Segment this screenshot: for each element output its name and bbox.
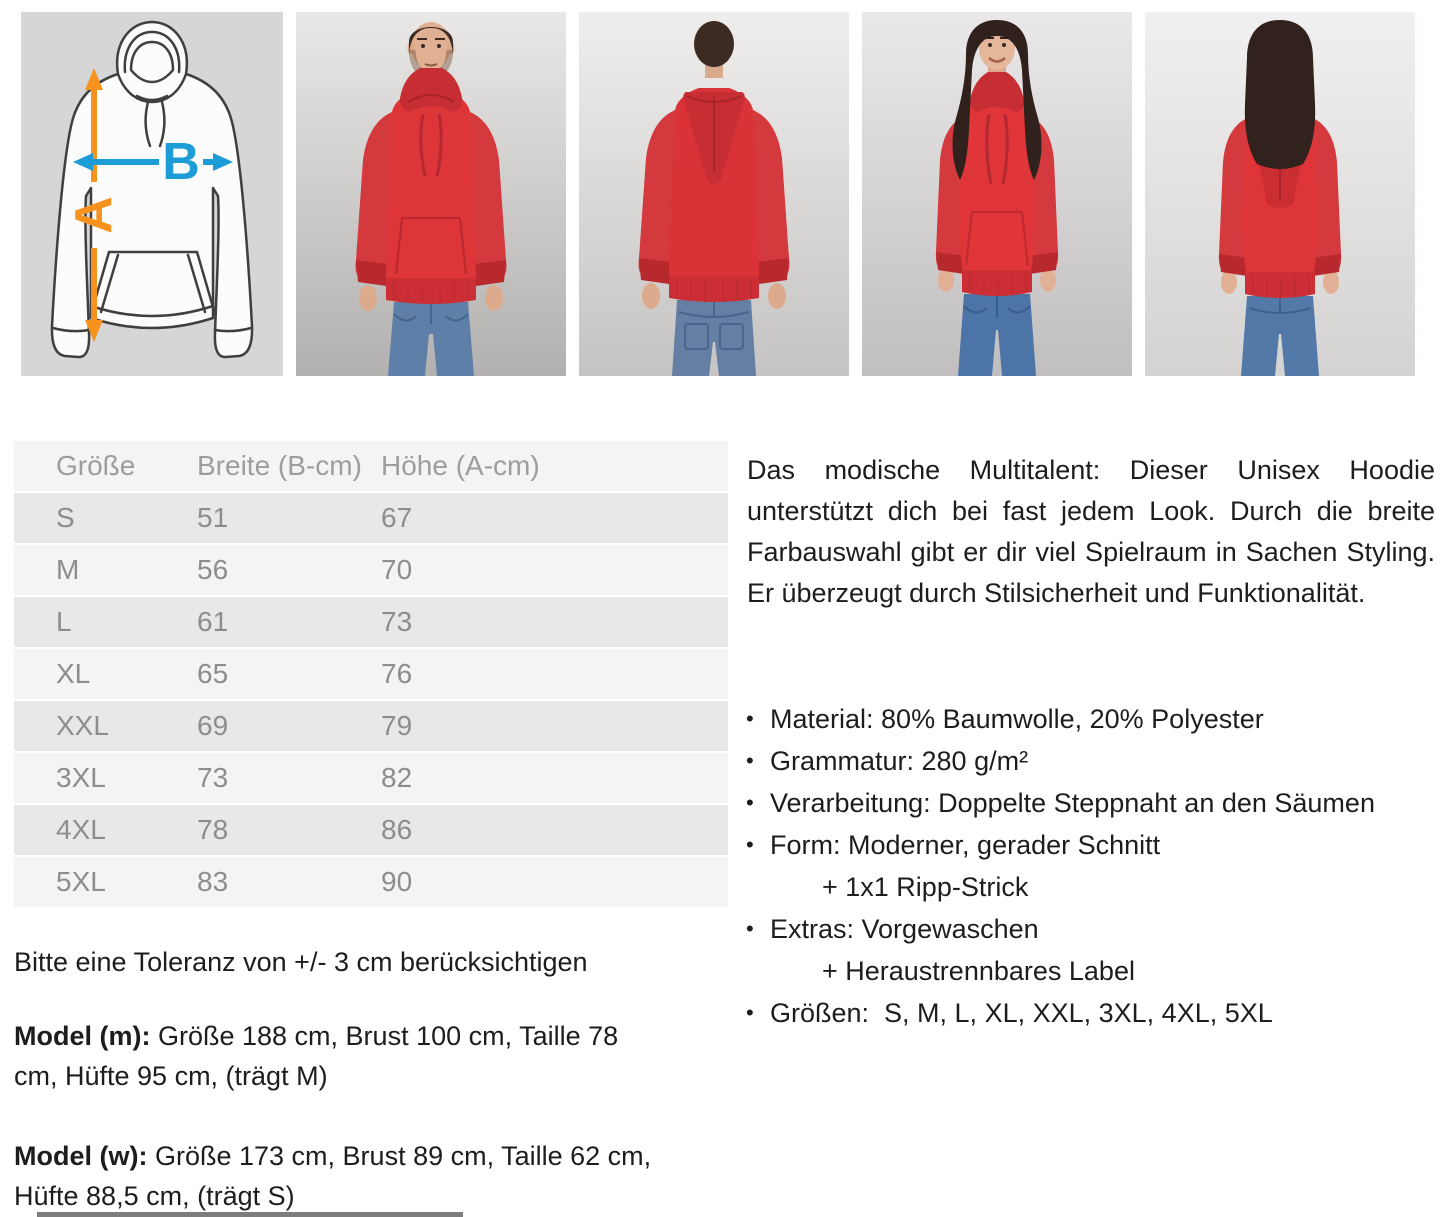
list-item: • Verarbeitung: Doppelte Steppnaht an den Säumen <box>746 782 1442 824</box>
table-row: L 61 73 <box>14 597 728 647</box>
list-item: • Grammatur: 280 g/m² <box>746 740 1442 782</box>
bullet-icon: • <box>746 748 754 773</box>
feature-list <box>746 698 1442 1034</box>
size-table-header <box>14 441 728 491</box>
hoodie-measurement-diagram <box>21 12 283 376</box>
photo-male-back <box>579 12 849 376</box>
table-row: XXL 69 79 <box>14 701 728 751</box>
model-w-note <box>14 1136 654 1216</box>
model-w-label: Model (w): <box>14 1141 148 1171</box>
label-b: B <box>162 133 200 191</box>
col-header-hoehe: Höhe (A-cm) <box>381 450 540 481</box>
table-row: 3XL 73 82 <box>14 753 728 803</box>
list-item: • Form: Moderner, gerader Schnitt <box>746 824 1442 866</box>
model-m-label: Model (m): <box>14 1021 151 1051</box>
product-image-row <box>21 12 1415 376</box>
tolerance-note: Bitte eine Toleranz von +/- 3 cm berücksichtigen <box>14 947 588 977</box>
model-m-text: Größe 188 cm, Brust 100 cm, Taille 78 cm, Hüfte 95 cm, (trägt M) <box>14 1021 619 1091</box>
bullet-icon: • <box>746 1000 754 1025</box>
cropped-next-section-edge <box>37 1212 463 1217</box>
table-row: XL 65 76 <box>14 649 728 699</box>
list-item: • Extras: Vorgewaschen <box>746 908 1442 950</box>
product-description: Das modische Multitalent: Dieser Unisex Hoodie unterstützt dich bei fast jedem Look. Durch die breite Farbauswahl gibt er dir viel Spielraum in Sachen Styling. Er überzeugt durch Stilsicherheit und Funktionalität. <box>747 455 1435 608</box>
label-a: A <box>65 196 123 234</box>
table-row: M 56 70 <box>14 545 728 595</box>
col-header-breite: Breite (B-cm) <box>197 450 362 481</box>
list-item: • Größen: S, M, L, XL, XXL, 3XL, 4XL, 5XL <box>746 992 1442 1034</box>
female-back-photo-icon <box>1145 12 1415 376</box>
col-header-groesse: Größe <box>56 450 136 481</box>
list-subitem: + Heraustrennbares Label <box>822 956 1135 986</box>
bullet-icon: • <box>746 832 754 857</box>
female-front-photo-icon <box>862 12 1132 376</box>
table-row: 5XL 83 90 <box>14 857 728 907</box>
bullet-icon: • <box>746 706 754 731</box>
model-m-note <box>14 1016 654 1096</box>
table-row: 4XL 78 86 <box>14 805 728 855</box>
list-item: • Material: 80% Baumwolle, 20% Polyester <box>746 698 1442 740</box>
bullet-icon: • <box>746 790 754 815</box>
hoodie-line-drawing-icon <box>21 12 283 376</box>
bullet-icon: • <box>746 916 754 941</box>
model-w-text: Größe 173 cm, Brust 89 cm, Taille 62 cm, Hüfte 88,5 cm, (trägt S) <box>14 1141 652 1211</box>
photo-female-front <box>862 12 1132 376</box>
list-subitem: + 1x1 Ripp-Strick <box>822 872 1029 902</box>
male-back-photo-icon <box>579 12 849 376</box>
male-front-photo-icon <box>296 12 566 376</box>
size-table <box>14 441 728 909</box>
photo-male-front <box>296 12 566 376</box>
table-row: S 51 67 <box>14 493 728 543</box>
photo-female-back <box>1145 12 1415 376</box>
